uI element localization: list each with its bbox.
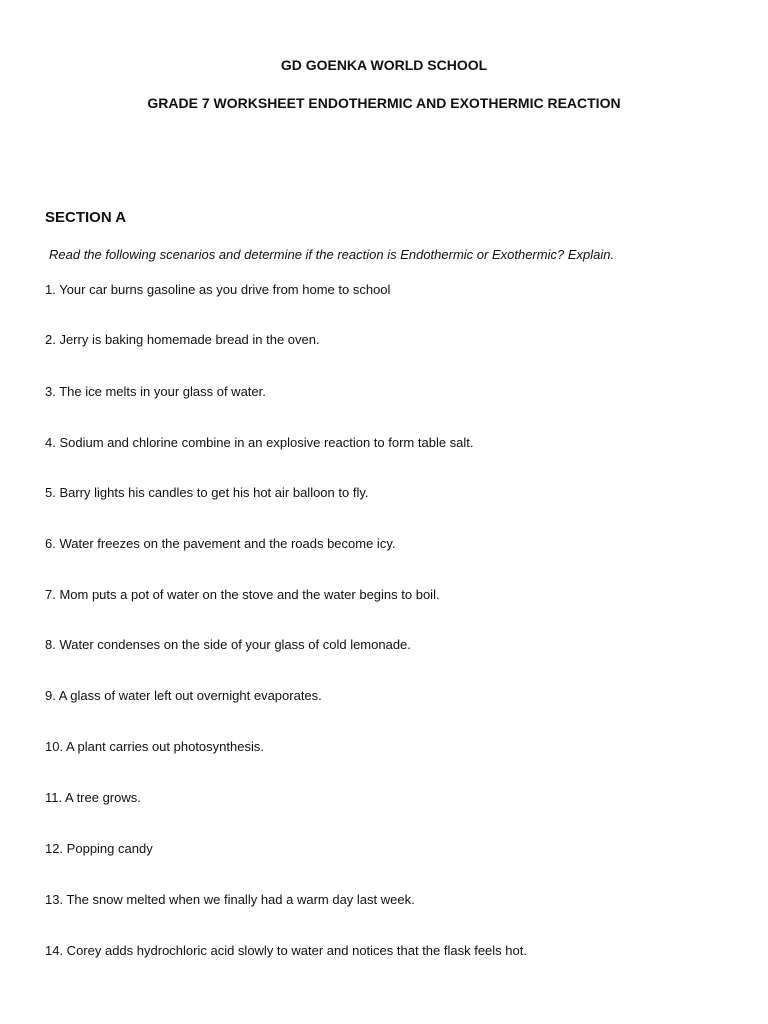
question-item: 5. Barry lights his candles to get his hot air balloon to fly. <box>45 485 369 500</box>
question-item: 7. Mom puts a pot of water on the stove and the water begins to boil. <box>45 587 440 602</box>
question-item: 8. Water condenses on the side of your glass of cold lemonade. <box>45 637 411 652</box>
question-item: 3. The ice melts in your glass of water. <box>45 384 266 399</box>
question-item: 6. Water freezes on the pavement and the roads become icy. <box>45 536 396 551</box>
question-item: 4. Sodium and chlorine combine in an explosive reaction to form table salt. <box>45 435 474 450</box>
worksheet-title: GRADE 7 WORKSHEET ENDOTHERMIC AND EXOTHERMIC REACTION <box>147 95 621 111</box>
school-name: GD GOENKA WORLD SCHOOL <box>280 57 488 73</box>
section-heading: SECTION A <box>45 209 127 226</box>
question-item: 12. Popping candy <box>45 841 153 856</box>
question-item: 14. Corey adds hydrochloric acid slowly to water and notices that the flask feels hot. <box>45 943 527 958</box>
question-item: 13. The snow melted when we finally had a warm day last week. <box>45 892 415 907</box>
question-item: 1. Your car burns gasoline as you drive from home to school <box>45 282 391 297</box>
section-instructions: Read the following scenarios and determine if the reaction is Endothermic or Exothermic? Explain. <box>49 247 615 262</box>
question-item: 2. Jerry is baking homemade bread in the oven. <box>45 332 320 347</box>
question-item: 11. A tree grows. <box>45 790 141 805</box>
question-item: 9. A glass of water left out overnight evaporates. <box>45 688 322 703</box>
question-item: 10. A plant carries out photosynthesis. <box>45 739 264 754</box>
